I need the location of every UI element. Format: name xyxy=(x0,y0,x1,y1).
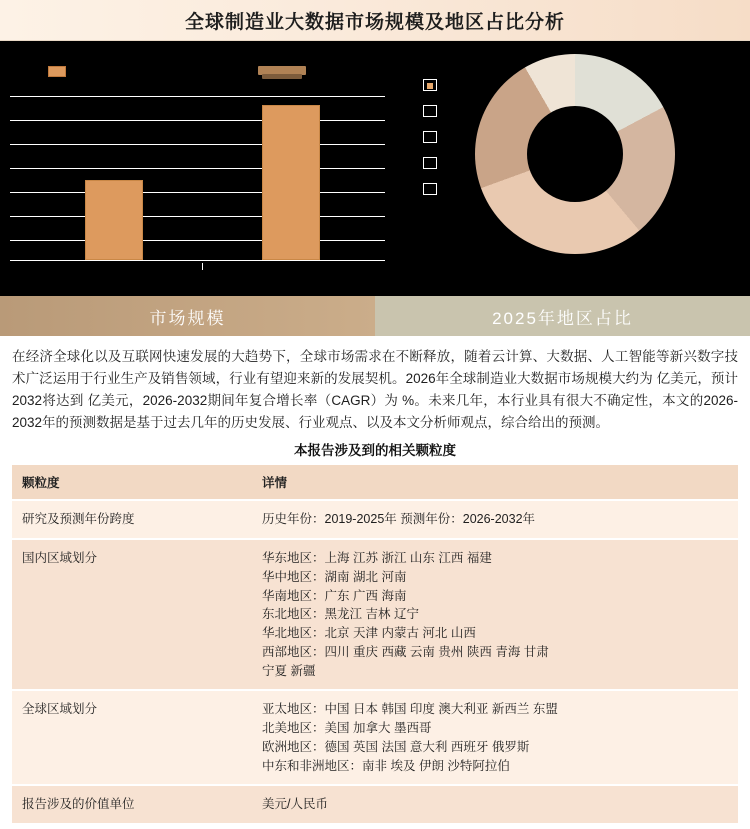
table-row xyxy=(12,500,738,539)
row-label: 国内区域划分 xyxy=(12,539,252,690)
bar-series-2 xyxy=(262,105,320,260)
gridline xyxy=(10,168,385,169)
legend-box-1 xyxy=(423,79,437,91)
bar-chart xyxy=(0,41,415,296)
page-title: 全球制造业大数据市场规模及地区占比分析 xyxy=(184,11,565,33)
legend-swatch-series-1 xyxy=(48,66,66,77)
row-detail xyxy=(252,500,738,539)
detail-line: 东北地区：黑龙江 吉林 辽宁 xyxy=(262,607,419,622)
gridline xyxy=(10,144,385,145)
tab-market-size[interactable] xyxy=(0,296,375,336)
charts-band xyxy=(0,41,750,296)
donut-ring xyxy=(475,54,675,254)
donut-chart-legend xyxy=(423,79,449,209)
row-label: 报告涉及的价值单位 xyxy=(12,785,252,824)
bar-series-1 xyxy=(85,180,143,260)
tab-region-share-label: 2025年地区占比 xyxy=(492,308,633,328)
gridline xyxy=(10,96,385,97)
legend-box-3 xyxy=(423,131,437,143)
gridline xyxy=(10,120,385,121)
legend-box-5 xyxy=(423,183,437,195)
summary-paragraph: 在经济全球化以及互联网快速发展的大趋势下，全球市场需求在不断释放，随着云计算、大数据、人工智能等新兴数字技术广泛运用于行业生产及销售领域，行业有望迎来新的发展契机。2026年全球制造业大数据市场规模大约为 亿美元，预计2032将达到 亿美元，2026-2032期间年复合增长率（CAGR）为 %。未来几年，本行业具有很大不确定性，本文的2026-2032年的预测数据是基于过去几年的历史发展、行业观点、以及本文分析师观点，综合给出的预测。 xyxy=(12,349,738,430)
detail-line: 历史年份：2019-2025年 预测年份：2026-2032年 xyxy=(262,512,536,527)
page-header xyxy=(0,0,750,41)
table-row xyxy=(12,785,738,824)
legend-box-4 xyxy=(423,157,437,169)
legend-box-2 xyxy=(423,105,437,117)
detail-line: 华北地区：北京 天津 内蒙古 河北 山西 xyxy=(262,626,476,641)
detail-line: 中东和非洲地区：南非 埃及 伊朗 沙特阿拉伯 xyxy=(262,758,510,773)
tab-market-size-label: 市场规模 xyxy=(149,308,226,328)
gridline xyxy=(10,216,385,217)
table-row xyxy=(12,690,738,785)
row-detail xyxy=(252,690,738,785)
column-header-granularity: 颗粒度 xyxy=(12,465,252,500)
tab-region-share[interactable] xyxy=(375,296,750,336)
detail-line: 华南地区：广东 广西 海南 xyxy=(262,588,407,603)
detail-line: 欧洲地区：德国 英国 法国 意大利 西班牙 俄罗斯 xyxy=(262,739,530,754)
detail-line: 华东地区：上海 江苏 浙江 山东 江西 福建 xyxy=(262,551,492,566)
x-axis xyxy=(10,260,385,261)
row-label: 全球区域划分 xyxy=(12,690,252,785)
donut-chart xyxy=(415,41,750,296)
row-detail xyxy=(252,785,738,824)
gridline xyxy=(10,240,385,241)
detail-line: 北美地区：美国 加拿大 墨西哥 xyxy=(262,721,432,736)
table-header-row xyxy=(12,465,738,500)
detail-line: 宁夏 新疆 xyxy=(262,663,316,678)
detail-line: 西部地区：四川 重庆 西藏 云南 贵州 陕西 青海 甘肃 xyxy=(262,644,549,659)
donut-hole xyxy=(527,106,623,202)
column-header-detail: 详情 xyxy=(252,465,738,500)
gridline xyxy=(10,192,385,193)
bar-chart-legend xyxy=(0,59,415,89)
table-row xyxy=(12,539,738,690)
row-label: 研究及预测年份跨度 xyxy=(12,500,252,539)
detail-line: 华中地区：湖南 湖北 河南 xyxy=(262,569,407,584)
granularity-table xyxy=(12,465,738,825)
bar-plot-area xyxy=(10,96,385,261)
detail-line: 美元/人民币 xyxy=(262,797,328,812)
legend-label-smudge xyxy=(262,74,302,79)
x-tick xyxy=(202,263,203,270)
detail-line: 亚太地区：中国 日本 韩国 印度 澳大利亚 新西兰 东盟 xyxy=(262,702,558,717)
chart-caption-tabs xyxy=(0,296,750,336)
table-section-title: 本报告涉及到的相关颗粒度 xyxy=(294,443,456,459)
row-detail xyxy=(252,539,738,690)
donut-graphic xyxy=(475,54,675,254)
